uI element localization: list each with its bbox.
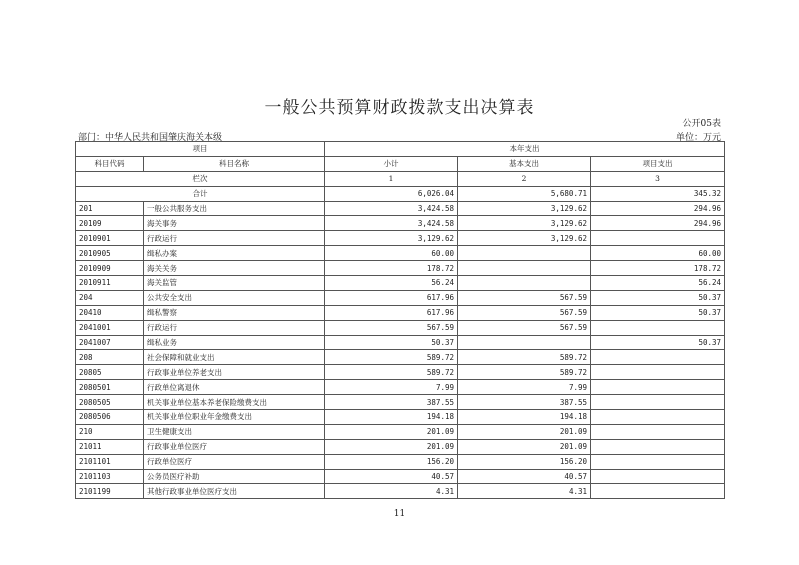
table-row (76, 246, 725, 261)
row-subtotal: 589.72 (325, 365, 458, 380)
row-name: 海关关务 (144, 261, 325, 276)
row-code: 204 (76, 290, 144, 305)
row-basic: 3,129.62 (458, 231, 591, 246)
row-code: 2080501 (76, 380, 144, 395)
row-name: 行政运行 (144, 231, 325, 246)
total-subtotal: 6,026.04 (325, 186, 458, 201)
row-basic: 589.72 (458, 350, 591, 365)
table-row (76, 424, 725, 439)
row-basic: 567.59 (458, 290, 591, 305)
row-project (591, 439, 725, 454)
row-name: 行政运行 (144, 320, 325, 335)
row-name: 缉私警察 (144, 305, 325, 320)
row-subtotal: 178.72 (325, 261, 458, 276)
row-code: 2010909 (76, 261, 144, 276)
table-row (76, 410, 725, 425)
row-project (591, 410, 725, 425)
table-row (76, 365, 725, 380)
row-project: 50.37 (591, 305, 725, 320)
page-number: 11 (393, 509, 406, 519)
total-basic: 5,680.71 (458, 186, 591, 201)
row-subtotal: 156.20 (325, 454, 458, 469)
header-column-no: 栏次 (76, 171, 325, 186)
row-subtotal: 201.09 (325, 424, 458, 439)
header-row-2 (76, 156, 725, 171)
row-project: 50.37 (591, 335, 725, 350)
row-project (591, 424, 725, 439)
table-row (76, 305, 725, 320)
row-basic: 567.59 (458, 320, 591, 335)
row-code: 2101199 (76, 484, 144, 499)
row-project (591, 454, 725, 469)
table-row (76, 261, 725, 276)
header-col1: 1 (325, 171, 458, 186)
row-project (591, 469, 725, 484)
row-name: 行政单位离退休 (144, 380, 325, 395)
table-row (76, 469, 725, 484)
row-basic (458, 261, 591, 276)
row-basic: 194.18 (458, 410, 591, 425)
row-name: 行政单位医疗 (144, 454, 325, 469)
header-code: 科目代码 (76, 156, 144, 171)
row-name: 机关事业单位基本养老保险缴费支出 (144, 395, 325, 410)
row-code: 2041001 (76, 320, 144, 335)
row-project (591, 365, 725, 380)
row-basic (458, 276, 591, 291)
table-row (76, 395, 725, 410)
row-name: 行政事业单位医疗 (144, 439, 325, 454)
header-row-3 (76, 171, 725, 186)
budget-table (75, 141, 725, 499)
row-project (591, 350, 725, 365)
row-basic: 40.57 (458, 469, 591, 484)
table-row (76, 454, 725, 469)
table-row (76, 201, 725, 216)
row-name: 社会保障和就业支出 (144, 350, 325, 365)
total-project: 345.32 (591, 186, 725, 201)
row-basic: 156.20 (458, 454, 591, 469)
row-basic (458, 246, 591, 261)
row-project: 294.96 (591, 201, 725, 216)
row-name: 海关事务 (144, 216, 325, 231)
row-project: 56.24 (591, 276, 725, 291)
row-code: 2101103 (76, 469, 144, 484)
row-basic: 201.09 (458, 439, 591, 454)
header-col3: 3 (591, 171, 725, 186)
row-project (591, 231, 725, 246)
row-code: 20410 (76, 305, 144, 320)
table-row (76, 320, 725, 335)
row-subtotal: 194.18 (325, 410, 458, 425)
table-row (76, 439, 725, 454)
row-name: 卫生健康支出 (144, 424, 325, 439)
row-subtotal: 3,424.58 (325, 201, 458, 216)
page-title: 一般公共预算财政拨款支出决算表 (264, 98, 535, 118)
row-project: 294.96 (591, 216, 725, 231)
row-code: 2010901 (76, 231, 144, 246)
row-subtotal: 40.57 (325, 469, 458, 484)
row-code: 2041007 (76, 335, 144, 350)
table-row (76, 231, 725, 246)
row-name: 公共安全支出 (144, 290, 325, 305)
row-basic: 7.99 (458, 380, 591, 395)
row-code: 2080506 (76, 410, 144, 425)
header-basic: 基本支出 (458, 156, 591, 171)
table-row (76, 350, 725, 365)
row-basic: 387.55 (458, 395, 591, 410)
row-project (591, 395, 725, 410)
header-project: 项目支出 (591, 156, 725, 171)
header-current-year: 本年支出 (325, 142, 725, 157)
row-basic (458, 335, 591, 350)
table-row (76, 290, 725, 305)
row-name: 缉私业务 (144, 335, 325, 350)
header-name: 科目名称 (144, 156, 325, 171)
row-basic: 589.72 (458, 365, 591, 380)
row-subtotal: 387.55 (325, 395, 458, 410)
row-subtotal: 589.72 (325, 350, 458, 365)
table-row (76, 484, 725, 499)
row-name: 机关事业单位职业年金缴费支出 (144, 410, 325, 425)
row-subtotal: 567.59 (325, 320, 458, 335)
row-subtotal: 7.99 (325, 380, 458, 395)
row-basic: 201.09 (458, 424, 591, 439)
row-code: 21011 (76, 439, 144, 454)
header-item: 项目 (76, 142, 325, 157)
row-basic: 4.31 (458, 484, 591, 499)
row-name: 公务员医疗补助 (144, 469, 325, 484)
header-subtotal: 小计 (325, 156, 458, 171)
row-subtotal: 50.37 (325, 335, 458, 350)
row-name: 缉私办案 (144, 246, 325, 261)
row-name: 一般公共服务支出 (144, 201, 325, 216)
row-project: 50.37 (591, 290, 725, 305)
row-code: 20109 (76, 216, 144, 231)
row-project: 60.00 (591, 246, 725, 261)
row-code: 20805 (76, 365, 144, 380)
row-subtotal: 4.31 (325, 484, 458, 499)
row-code: 2080505 (76, 395, 144, 410)
row-subtotal: 3,424.58 (325, 216, 458, 231)
header-row-1 (76, 142, 725, 157)
row-code: 2010911 (76, 276, 144, 291)
unit-label: 单位：万元 (675, 133, 721, 143)
total-label: 合计 (76, 186, 325, 201)
table-row (76, 276, 725, 291)
row-name: 海关监管 (144, 276, 325, 291)
row-basic: 3,129.62 (458, 201, 591, 216)
row-project (591, 484, 725, 499)
row-subtotal: 201.09 (325, 439, 458, 454)
table-row (76, 335, 725, 350)
row-subtotal: 617.96 (325, 305, 458, 320)
table-row (76, 216, 725, 231)
row-subtotal: 617.96 (325, 290, 458, 305)
row-subtotal: 56.24 (325, 276, 458, 291)
row-code: 201 (76, 201, 144, 216)
row-code: 208 (76, 350, 144, 365)
department-label: 部门：中华人民共和国肇庆海关本级 (78, 133, 223, 143)
row-subtotal: 3,129.62 (325, 231, 458, 246)
row-name: 其他行政事业单位医疗支出 (144, 484, 325, 499)
row-code: 2101101 (76, 454, 144, 469)
form-number: 公开05表 (682, 119, 721, 129)
header-col2: 2 (458, 171, 591, 186)
row-basic: 567.59 (458, 305, 591, 320)
table-row (76, 380, 725, 395)
total-row (76, 186, 725, 201)
row-subtotal: 60.00 (325, 246, 458, 261)
row-project (591, 380, 725, 395)
row-basic: 3,129.62 (458, 216, 591, 231)
row-name: 行政事业单位养老支出 (144, 365, 325, 380)
row-code: 2010905 (76, 246, 144, 261)
row-code: 210 (76, 424, 144, 439)
row-project (591, 320, 725, 335)
row-project: 178.72 (591, 261, 725, 276)
